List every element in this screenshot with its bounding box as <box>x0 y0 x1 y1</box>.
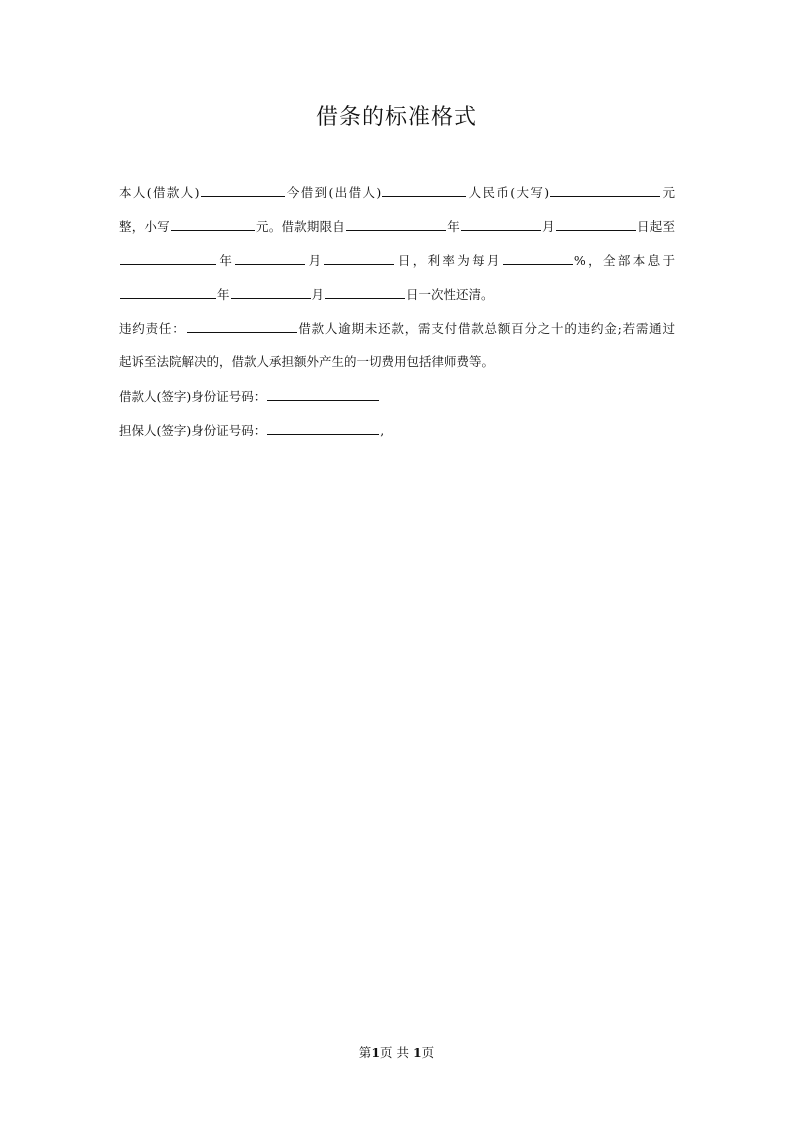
borrower-sign-label: 借款人(签字)身份证号码： <box>119 389 267 404</box>
guarantor-sign-label: 担保人(签字)身份证号码： <box>119 423 267 438</box>
interest-rate-field[interactable] <box>503 252 573 265</box>
penalty-field[interactable] <box>187 320 297 333</box>
interest-rate-label: 日，利率为每月 <box>395 253 502 268</box>
repay-year-field[interactable] <box>120 286 216 299</box>
penalty-line-2 <box>119 354 675 388</box>
amount-figure-field[interactable] <box>171 218 255 231</box>
end-day-field[interactable] <box>324 252 394 265</box>
guarantor-sign-line <box>119 422 675 456</box>
document-title: 借条的标准格式 <box>315 105 477 130</box>
term-end-label: 日起至 <box>636 219 675 234</box>
footer-mid: 页 共 <box>380 1045 413 1060</box>
body-line-2 <box>119 218 675 252</box>
month-label: 月 <box>541 219 555 234</box>
end-year-field[interactable] <box>120 252 216 265</box>
borrower-label: 本人(借款人) <box>119 185 200 200</box>
body-line-3 <box>119 252 675 286</box>
start-year-field[interactable] <box>346 218 446 231</box>
page-total: 1 <box>412 1045 422 1060</box>
month-label: 月 <box>311 287 325 302</box>
amount-words-label: 人民币(大写) <box>467 185 550 200</box>
lender-name-field[interactable] <box>382 184 466 197</box>
guarantor-tail: , <box>380 423 385 438</box>
penalty-text-1: 借款人逾期未还款，需支付借款总额百分之十的违约金;若需通过 <box>297 321 675 336</box>
repay-day-field[interactable] <box>325 286 405 299</box>
amount-figure-label: 整，小写 <box>119 219 170 234</box>
penalty-line-1 <box>119 320 675 354</box>
month-label: 月 <box>306 253 324 268</box>
year-label: 年 <box>217 253 235 268</box>
footer-pre: 第 <box>358 1045 372 1060</box>
repayment-label: %，全部本息于 <box>573 253 675 268</box>
borrower-sign-line <box>119 388 675 422</box>
yuan-label: 元 <box>661 185 675 200</box>
body-line-1 <box>119 184 675 218</box>
borrower-name-field[interactable] <box>201 184 285 197</box>
loan-body <box>119 184 675 456</box>
start-month-field[interactable] <box>461 218 541 231</box>
year-label: 年 <box>217 287 230 302</box>
repay-month-field[interactable] <box>231 286 311 299</box>
end-month-field[interactable] <box>235 252 305 265</box>
borrower-id-field[interactable] <box>267 388 379 401</box>
footer-post: 页 <box>421 1045 435 1060</box>
amount-words-field[interactable] <box>550 184 660 197</box>
repay-once-label: 日一次性还清。 <box>406 287 494 302</box>
term-start-label: 元。借款期限自 <box>255 219 345 234</box>
start-day-field[interactable] <box>556 218 636 231</box>
page-footer <box>0 1043 793 1061</box>
penalty-label: 违约责任： <box>119 321 186 336</box>
lender-label: 今借到(出借人) <box>285 185 382 200</box>
guarantor-id-field[interactable] <box>267 422 379 435</box>
penalty-text-2: 起诉至法院解决的，借款人承担额外产生的一切费用包括律师费等。 <box>119 354 495 369</box>
body-line-4 <box>119 286 675 320</box>
year-label: 年 <box>446 219 460 234</box>
page-number: 1 <box>371 1045 381 1060</box>
